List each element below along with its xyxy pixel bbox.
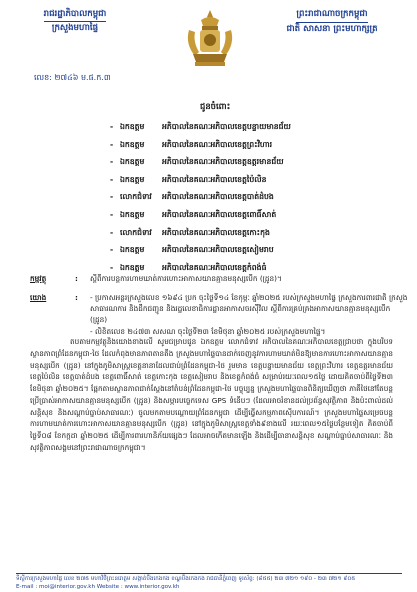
list-item: - លោកជំទាវ អភិបាលនៃគណៈអភិបាលខេត្តកោះកុង — [110, 227, 270, 237]
reference-label: យោង — [30, 293, 47, 302]
recipient-list — [110, 118, 330, 276]
subject-section: កម្មវត្ថុ : ស្តីពីការបន្តការហាមឃាត់ការហោះអាកាសយានគ្មានមនុស្សបើក (ដ្រូន)។ — [30, 273, 408, 285]
footer — [16, 575, 402, 591]
national-motto: ជាតិ សាសនា ព្រះមហាក្សត្រ — [286, 24, 378, 34]
reference-number: លេខ: ២៧៤៦ ម.ផ.ក.៣ — [34, 73, 111, 82]
ministry-name: ក្រសួងមហាផ្ទៃ — [51, 23, 99, 33]
subject-label: កម្មវត្ថុ — [30, 274, 47, 283]
reference-item: - លិខិតលេខ ២៤៧៣ សសណ ចុះថ្ងៃទី២៣ ខែមិថុនា ឆ្នាំ២០២៥ របស់ក្រសួងមហាផ្ទៃ។ — [90, 326, 326, 336]
addressed-to-heading: ជូនចំពោះ — [200, 101, 231, 111]
list-item: - លោកជំទាវ អភិបាលនៃគណៈអភិបាលខេត្តបាត់ដំបង — [110, 192, 274, 202]
list-item: - ឯកឧត្តម អភិបាលនៃគណៈអភិបាលខេត្តកំពង់ធំ — [110, 262, 267, 272]
footer-address: ទីស្តីការក្រសួងមហាផ្ទៃ លេខ ២៧៥ មហាវិថីព្រះនរោត្តម សង្កាត់បឹងកេងកង ខណ្ឌបឹងកេងកង រាជធានីភ្នំពេញ ទូរស័ព្ទ: (៨៥៥) ២៣ ៧២១ ១៩០ - ២៣ ៧២១ ៩០៥ — [16, 576, 356, 582]
footer-contact: E-mail : moi@interior.gov.kh Website : www.interior.gov.kh — [16, 584, 180, 590]
list-item: - ឯកឧត្តម អភិបាលនៃគណៈអភិបាលខេត្តព្រះវិហារ — [110, 139, 273, 149]
list-item: - ឯកឧត្តម អភិបាលនៃគណៈអភិបាលខេត្តឧត្តរមានជ័យ — [110, 157, 284, 167]
header-right — [257, 8, 407, 36]
royal-coat-of-arms-emblem — [183, 8, 237, 70]
list-item: - ឯកឧត្តម អភិបាលនៃគណៈអភិបាលខេត្តប៉ៃលិន — [110, 174, 267, 184]
body-paragraph: តបតាមកម្មវត្ថុនិងយោងខាងលើ សូមជម្រាបជូន ឯកឧត្តម លោកជំទាវ អភិបាលនៃគណៈអភិបាលខេត្តជ្រាបថា ក្នុងបរិបទស្ថានភាពព្រំដែនកម្ពុជា-ថៃ ដែលកំពុងមានភាពតានតឹង ក្រសួងមហាផ្ទៃបានដាក់ចេញនូវការហាមឃាត់មិនឱ្យមានការហោះអាកាសយានគ្មានមនុស្សបើក (ដ្រូន) នៅក្នុងភូមិសាស្ត្រខេត្តនានាដែលជាប់ព្រំដែនកម្ពុជា-ថៃ រួមមាន ខេត្តបន្ទាយមានជ័យ ខេត្តព្រះវិហារ ខេត្តឧត្តរមានជ័យ ខេត្តប៉ៃលិន ខេត្តបាត់ដំបង ខេត្តពោធិ៍សាត់ ខេត្តកោះកុង ខេត្តសៀមរាប និងខេត្តកំពង់ធំ សម្រាប់រយៈពេល១៥ថ្ងៃ ដោយគិតចាប់ពីថ្ងៃទី២៣ ខែមិថុនា ឆ្នាំ២០២៥។ ផ្អែកតាមស្ថានភាពជាក់ស្តែងនៅតំបន់ព្រំដែនកម្ពុជា-ថៃ បច្ចុប្បន្ន ក្រសួងមហាផ្ទៃបានពិនិត្យឃើញថា ភាគីថៃនៅតែបន្តប្រើប្រាស់អាកាសយានគ្មានមនុស្សបើក (ដ្រូន) និងសម្ភារបច្ចេកទេស GPS ទំនើបៗ (ដែលអាចរំខានដល់ប្រព័ន្ធសុវត្ថិភាព និងប៉ះពាល់ដល់សន្តិសុខ និងសណ្តាប់ធ្នាប់សាធារណៈ) ចូលមកតាមបណ្តោយព្រំដែនកម្ពុជា ដើម្បីធ្វើសកម្មភាពស៊ើបការណ៍។ ក្រសួងមហាផ្ទៃសម្រេចបន្តការហាមឃាត់ការហោះអាកាសយានគ្មានមនុស្សបើក (ដ្រូន) នៅក្នុងភូមិសាស្ត្រខេត្តទាំង៩ខាងលើ រយៈពេល១៥ថ្ងៃបន្ថែមទៀត គិតចាប់ពីថ្ងៃទី០៨ ខែកក្កដា ឆ្នាំ២០២៥ ដើម្បីការពារហានិភ័យផ្សេងៗ ដែលអាចកើតមានឡើង និងដើម្បីធានាសន្តិសុខ សណ្តាប់ធ្នាប់សាធារណៈ និងសុវត្ថិភាពសង្គមនៅព្រះរាជាណាចក្រកម្ពុជា។ — [30, 337, 393, 452]
list-item: - ឯកឧត្តម អភិបាលនៃគណៈអភិបាលខេត្តសៀមរាប — [110, 245, 274, 255]
footer-divider — [16, 573, 402, 574]
header-left — [20, 8, 130, 35]
list-item: - ឯកឧត្តម អភិបាលនៃគណៈអភិបាលខេត្តពោធិ៍សាត់ — [110, 209, 277, 219]
kingdom-name: ព្រះរាជាណាចក្រកម្ពុជា — [296, 8, 367, 23]
government-name: រាជរដ្ឋាភិបាលកម្ពុជា — [44, 8, 107, 22]
reference-item: - ប្រកាសអន្តរក្រសួងលេខ ១៦៩៤ ប្រក ចុះថ្ងៃទី១៤ ខែកុម្ភៈ ឆ្នាំ២០២៥ របស់ក្រសួងមហាផ្ទៃ ក្រសួងការពារជាតិ ក្រសួងសាធារណការ និងដឹកជញ្ជូន និងរដ្ឋលេខាធិការដ្ឋានអាកាសចរស៊ីវិល ស្តីពីការគ្រប់គ្រងអាកាសយានគ្មានមនុស្សបើក (ដ្រូន) — [90, 293, 408, 325]
subject-text: ស្តីពីការបន្តការហាមឃាត់ការហោះអាកាសយានគ្មានមនុស្សបើក (ដ្រូន)។ — [90, 274, 282, 283]
reference-section: យោង : - ប្រកាសអន្តរក្រសួងលេខ ១៦៩៤ ប្រក ចុះថ្ងៃទី១៤ ខែកុម្ភៈ ឆ្នាំ២០២៥ របស់ក្រសួងមហាផ្ទៃ ក្រសួងការពារជាតិ ក្រសួងសាធារណការ និងដឹកជញ្ជូន និងរដ្ឋលេខាធិការដ្ឋានអាកាសចរស៊ីវិល ស្តីពីការគ្រប់គ្រងអាកាសយានគ្មានមនុស្សបើក (ដ្រូន) - លិខិតលេខ ២៤៧៣ សសណ ចុះថ្ងៃទី២៣ ខែមិថុនា ឆ្នាំ២០២៥ របស់ក្រសួងមហាផ្ទៃ។ — [30, 293, 408, 336]
list-item: - ឯកឧត្តម អភិបាលនៃគណៈអភិបាលខេត្តបន្ទាយមានជ័យ — [110, 122, 291, 131]
